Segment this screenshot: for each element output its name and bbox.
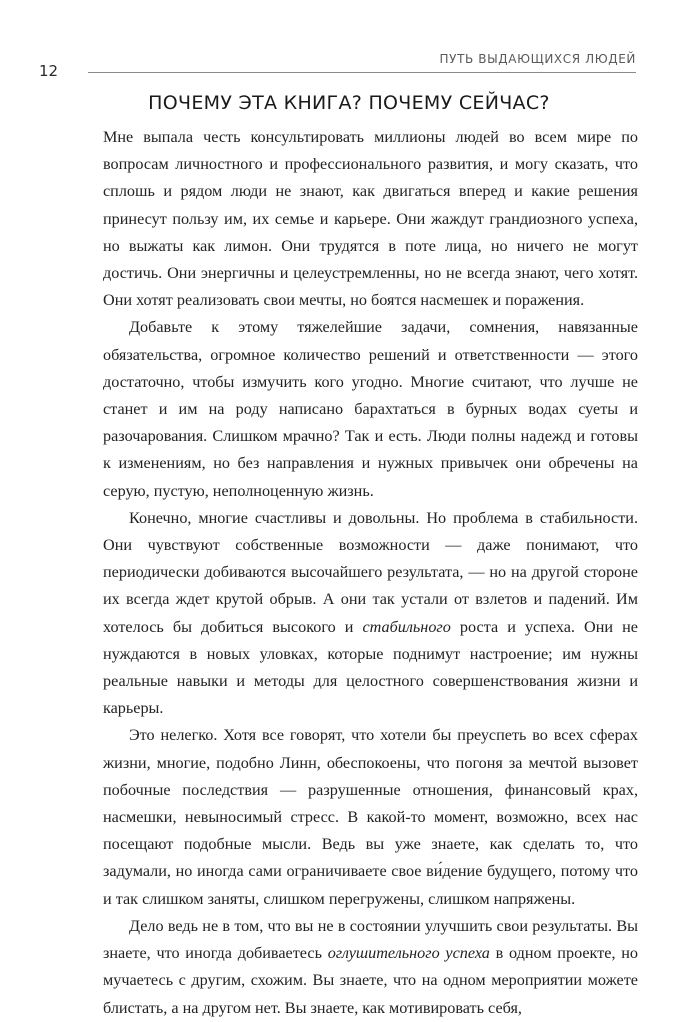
paragraph-3-text-a: Конечно, многие счастливы и довольны. Но проблема в стабильности. Они чувствуют собственные возможности — даже понимают, что периодически добиваются высочайшего результата, — но на другой стороне их всегда ждет крутой обрыв. А они так устали от взлетов и падений. Им хотелось бы добиться высокого и — [103, 508, 638, 636]
running-title: ПУТЬ ВЫДАЮЩИХСЯ ЛЮДЕЙ — [439, 52, 636, 66]
paragraph-3-emphasis: стабильного — [362, 617, 451, 636]
paragraph-5-emphasis: оглушительного успеха — [327, 944, 490, 963]
paragraph-4: Это нелегко. Хотя все говорят, что хотели бы преуспеть во всех сферах жизни, многие, подобно Линн, обеспокоены, что погоня за мечтой вызовет побочные последствия — разрушенные отношения, финансовый крах, насмешки, невыносимый стресс. В какой-то момент, возможно, всех нас посещают подобные мысли. Ведь вы уже знаете, как сделать то, что задумали, но иногда сами ограничиваете свое ви́дение будущего, потому что и так слишком заняты, слишком перегружены, слишком напряжены. — [103, 726, 638, 908]
paragraph-1: Мне выпала честь консультировать миллионы людей во всем мире по вопросам личностного и профессионального развития, и могу сказать, что сплошь и рядом люди не знают, как двигаться вперед и какие решения принесут пользу им, их семье и карьере. Они жаждут грандиозного успеха, но выжаты как лимон. Они трудятся в поте лица, но ничего не могут достичь. Они энергичны и целеустремленны, но не всегда знают, чего хотят. Они хотят реализовать свои мечты, но боятся насмешек и поражения. — [103, 128, 638, 310]
paragraph-3-text-b: роста и успеха. Они не нуждаются в новых уловках, которые поднимут настроение; им нужны реальные навыки и методы для целостного совершенствования жизни и карьеры. — [103, 617, 638, 718]
chapter-title: ПОЧЕМУ ЭТА КНИГА? ПОЧЕМУ СЕЙЧАС? — [148, 92, 550, 114]
paragraph-5-text-b: в одном проекте, но мучаетесь с другим, схожим. Вы знаете, что на одном мероприятии можете блистать, а на другом нет. Вы знаете, как мотивировать себя, — [103, 944, 638, 1017]
page-number: 12 — [39, 62, 59, 80]
paragraph-5-text-a: Дело ведь не в том, что вы не в состоянии улучшить свои результаты. Вы знаете, что иногда добиваетесь — [103, 916, 638, 963]
paragraph-2: Добавьте к этому тяжелейшие задачи, сомнения, навязанные обязательства, огромное количество решений и ответственности — этого достаточно, чтобы измучить кого угодно. Многие считают, что лучше не станет и им на роду написано барахтаться в бурных водах суеты и разочарования. Слишком мрачно? Так и есть. Люди полны надежд и готовы к изменениям, но без направления и нужных привычек они обречены на серую, пустую, неполноценную жизнь. — [103, 318, 638, 500]
running-header — [88, 50, 636, 73]
paragraph-3 — [103, 505, 638, 723]
body-text — [103, 124, 638, 1022]
paragraph-5 — [103, 913, 638, 1022]
